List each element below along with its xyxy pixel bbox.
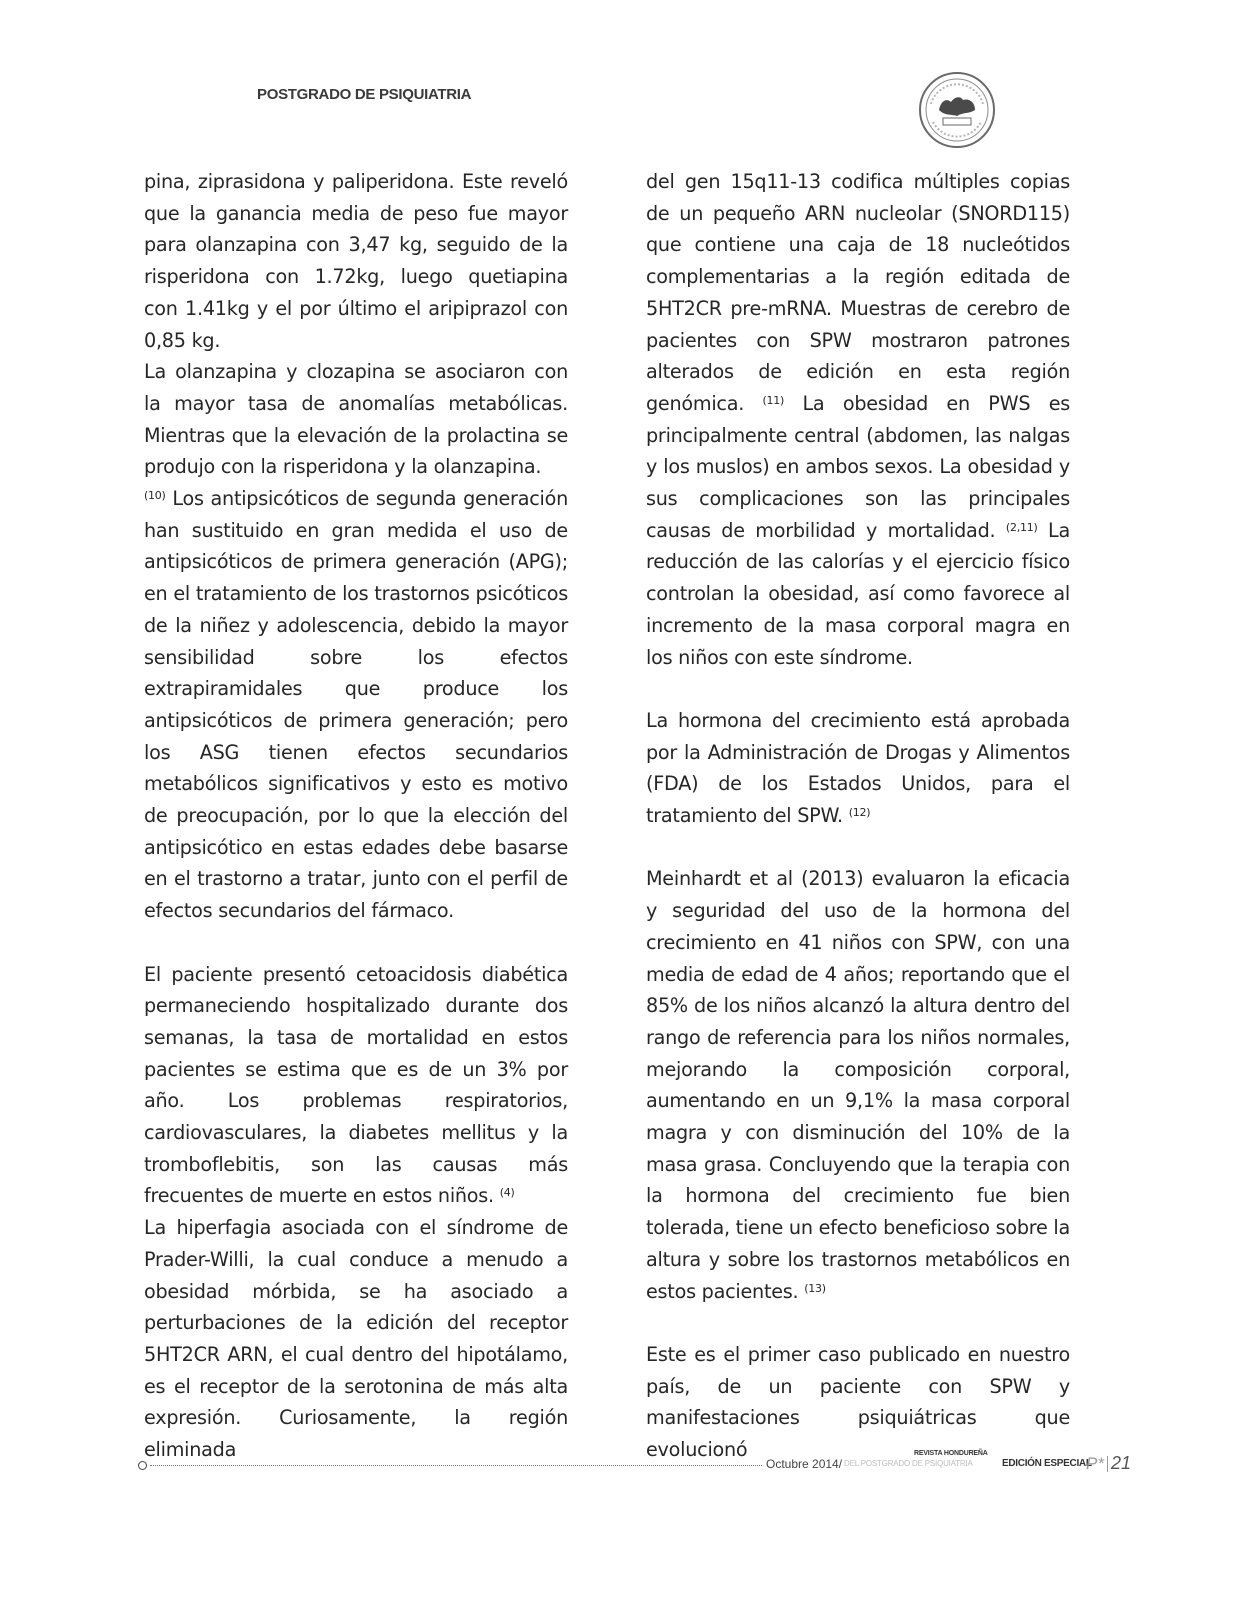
- paragraph-text: La hormona del crecimiento está aprobada por la Administración de Drogas y Alimentos (FDA) de los Estados Unidos, para el tratamiento del SPW.: [646, 708, 1070, 828]
- paragraph: pina, ziprasidona y paliperidona. Este reveló que la ganancia media de peso fue mayor para olanzapina con 3,47 kg, seguido de la risperidona con 1.72kg, luego quetiapina con 1.41kg y el por último el aripiprazol con 0,85 kg.: [144, 170, 568, 352]
- journal-logo: P*: [1086, 1454, 1104, 1473]
- citation-ref: (12): [848, 806, 871, 820]
- paragraph-gap: [646, 832, 1070, 864]
- paragraph-text: La reducción de las calorías y el ejercicio físico controlan la obesidad, así como favorece al incremento de la masa corporal magra en los niños con este síndrome.: [646, 518, 1070, 669]
- paragraph: [144, 356, 568, 927]
- paragraph: [646, 863, 1070, 1307]
- paragraph: Este es el primer caso publicado en nuestro país, de un paciente con SPW y manifestaciones psiquiátricas que evolucionó: [646, 1342, 1070, 1462]
- paragraph: [144, 959, 568, 1213]
- left-column: [144, 166, 568, 1466]
- paragraph-text: Meinhardt et al (2013) evaluaron la eficacia y seguridad del uso de la hormona del crecimiento en 41 niños con SPW, con una media de edad de 4 años; reportando que el 85% de los niños alcanzó la altura dentro del rango de referencia para los niños normales, mejorando la composición corporal, aumentando en un 9,1% la masa corporal magra y con disminución del 10% de la masa grasa. Concluyendo que la terapia con la hormona del crecimiento fue bien tolerada, tiene un efecto beneficioso sobre la altura y sobre los trastornos metabólicos en estos pacientes.: [646, 867, 1070, 1303]
- paragraph: [646, 166, 1070, 673]
- right-column: [646, 166, 1070, 1466]
- footer-date: Octubre 2014/: [766, 1457, 843, 1471]
- paragraph-text: del gen 15q11-13 codifica múltiples copias de un pequeño ARN nucleolar (SNORD115) que contiene una caja de 18 nucleótidos complementarias a la región editada de 5HT2CR pre-mRNA. Muestras de cerebro de pacientes con SPW mostraron patrones alterados de edición en esta región genómica.: [646, 170, 1070, 415]
- citation-ref: (2,11): [1005, 520, 1038, 534]
- footer-journal-subtitle: DEL POSTGRADO DE PSIQUIATRIA: [844, 1459, 973, 1468]
- citation-ref: (10): [144, 489, 166, 503]
- paragraph-gap: [646, 673, 1070, 705]
- paragraph-gap: [144, 927, 568, 959]
- paragraph-text: La olanzapina y clozapina se asociaron con la mayor tasa de anomalías metabólicas. Mientras que la elevación de la prolactina se produjo con la risperidona y la olanzapina.: [144, 360, 568, 479]
- footer-edition: EDICIÓN ESPECIAL: [1002, 1458, 1092, 1469]
- institution-seal-icon: [917, 70, 997, 150]
- paragraph-text: El paciente presentó cetoacidosis diabética permaneciendo hospitalizado durante dos semanas, la tasa de mortalidad en estos pacientes se estima que es de un 3% por año. Los problemas respiratorios, cardiovasculares, la diabetes mellitus y la tromboflebitis, son las causas más frecuentes de muerte en estos niños.: [144, 962, 568, 1208]
- footer-divider: [1107, 1456, 1108, 1472]
- citation-ref: (13): [804, 1281, 826, 1295]
- paragraph-text: La obesidad en PWS es principalmente central (abdomen, las nalgas y los muslos) en ambos sexos. La obesidad y sus complicaciones son las principales causas de morbilidad y mortalidad.: [646, 391, 1070, 542]
- footer-dotted-rule: [150, 1465, 762, 1466]
- paragraph: La hiperfagia asociada con el síndrome de Prader-Willi, la cual conduce a menudo a obesidad mórbida, se ha asociado a perturbaciones de la edición del receptor 5HT2CR ARN, el cual dentro del hipotálamo, es el receptor de la serotonina de más alta expresión. Curiosamente, la región eliminada: [144, 1216, 568, 1462]
- paragraph: [646, 705, 1070, 832]
- paragraph-text: Los antipsicóticos de segunda generación han sustituido en gran medida el uso de antipsicóticos de primera generación (APG); en el tratamiento de los trastornos psicóticos de la niñez y adolescencia, debido la mayor sensibilidad sobre los efectos extrapiramidales que produce los antipsicóticos de primera generación; pero los ASG tienen efectos secundarios metabólicos significativos y esto es motivo de preocupación, por lo que la elección del antipsicótico en estas edades debe basarse en el trastorno a tratar, junto con el perfil de efectos secundarios del fármaco.: [144, 487, 568, 923]
- citation-ref: (11): [762, 393, 785, 407]
- running-header: POSTGRADO DE PSIQUIATRIA: [257, 86, 472, 103]
- page-footer: [138, 1450, 1138, 1480]
- footer-journal-name: REVISTA HONDUREÑA: [914, 1450, 988, 1457]
- footer-ring-icon: [138, 1461, 147, 1470]
- citation-ref: (4): [499, 1186, 515, 1200]
- paragraph-gap: [646, 1307, 1070, 1339]
- page-number: 21: [1111, 1453, 1132, 1473]
